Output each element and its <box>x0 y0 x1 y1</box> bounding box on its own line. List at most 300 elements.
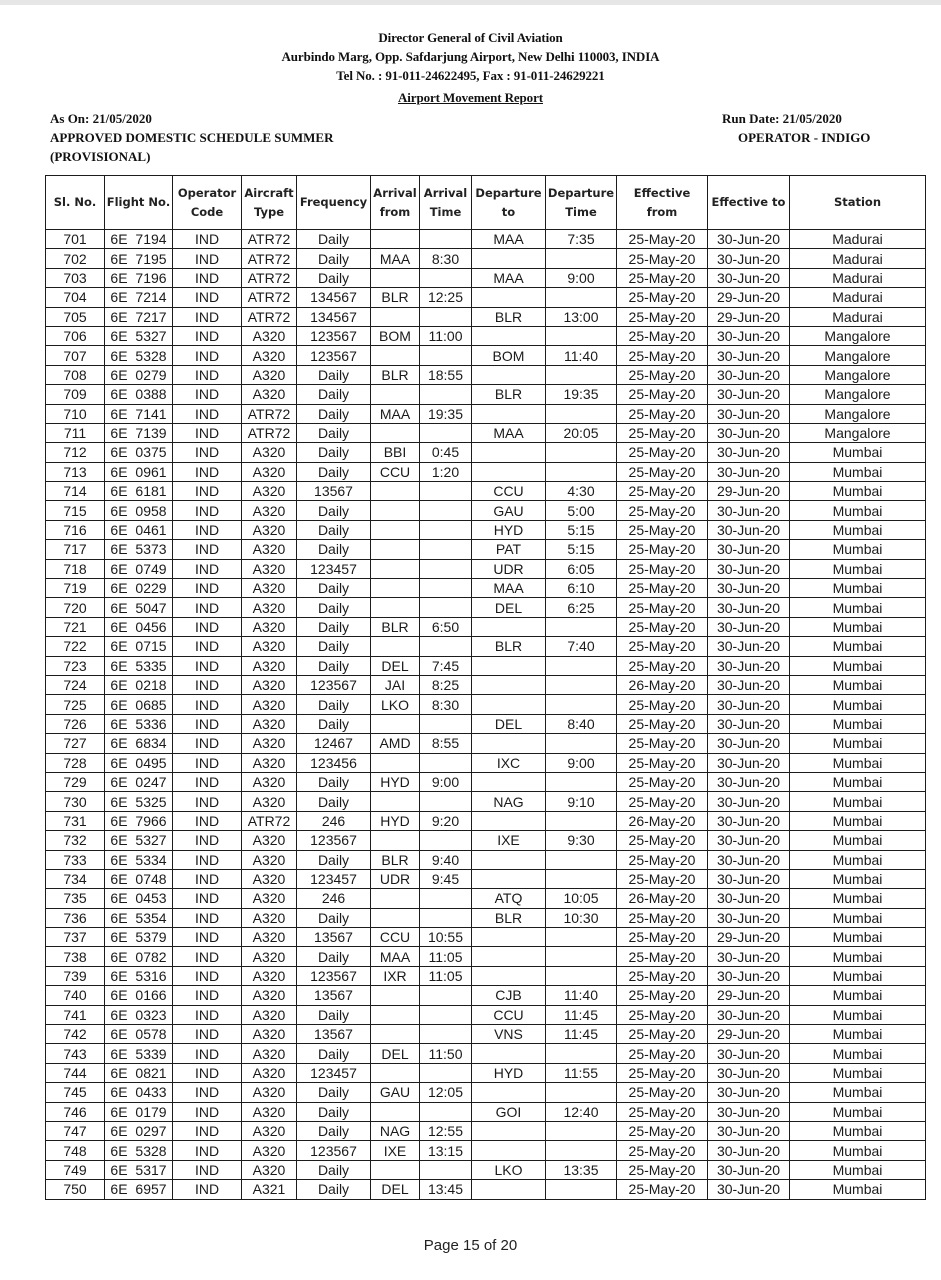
cell-frequency: Daily <box>297 443 371 462</box>
cell-operator-code: IND <box>173 443 242 462</box>
cell-frequency: Daily <box>297 1005 371 1024</box>
cell-arrival-from <box>371 1063 420 1082</box>
table-row <box>46 1025 926 1044</box>
cell-flight-no: 6E 0715 <box>105 637 173 656</box>
cell-station: Mumbai <box>790 637 926 656</box>
cell-sl-no: 738 <box>46 947 105 966</box>
cell-station: Mumbai <box>790 792 926 811</box>
cell-sl-no: 712 <box>46 443 105 462</box>
cell-departure-time: 6:25 <box>546 598 617 617</box>
cell-flight-no: 6E 0578 <box>105 1025 173 1044</box>
cell-aircraft-type: A320 <box>242 1102 297 1121</box>
cell-operator-code: IND <box>173 637 242 656</box>
cell-departure-time: 8:40 <box>546 714 617 733</box>
cell-aircraft-type: A320 <box>242 637 297 656</box>
column-header-arrival-from: Arrival from <box>371 176 420 230</box>
table-row <box>46 714 926 733</box>
cell-effective-to: 30-Jun-20 <box>708 889 790 908</box>
cell-aircraft-type: A321 <box>242 1180 297 1199</box>
cell-aircraft-type: A320 <box>242 986 297 1005</box>
cell-operator-code: IND <box>173 831 242 850</box>
cell-effective-to: 30-Jun-20 <box>708 908 790 927</box>
cell-effective-to: 30-Jun-20 <box>708 947 790 966</box>
cell-flight-no: 6E 5327 <box>105 831 173 850</box>
cell-sl-no: 721 <box>46 617 105 636</box>
table-row <box>46 288 926 307</box>
cell-flight-no: 6E 5354 <box>105 908 173 927</box>
cell-flight-no: 6E 7141 <box>105 404 173 423</box>
cell-frequency: 134567 <box>297 307 371 326</box>
cell-operator-code: IND <box>173 966 242 985</box>
cell-flight-no: 6E 0179 <box>105 1102 173 1121</box>
cell-sl-no: 702 <box>46 249 105 268</box>
cell-effective-from: 25-May-20 <box>617 637 708 656</box>
org-address: Aurbindo Marg, Opp. Safdarjung Airport, New Delhi 110003, INDIA <box>281 49 660 64</box>
cell-flight-no: 6E 5336 <box>105 714 173 733</box>
cell-sl-no: 703 <box>46 268 105 287</box>
table-row <box>46 540 926 559</box>
cell-sl-no: 718 <box>46 559 105 578</box>
cell-departure-to: BLR <box>472 908 546 927</box>
cell-operator-code: IND <box>173 617 242 636</box>
cell-effective-from: 26-May-20 <box>617 811 708 830</box>
cell-departure-time: 9:30 <box>546 831 617 850</box>
cell-arrival-from <box>371 831 420 850</box>
cell-effective-from: 25-May-20 <box>617 1005 708 1024</box>
cell-operator-code: IND <box>173 501 242 520</box>
cell-station: Madurai <box>790 307 926 326</box>
cell-departure-time: 5:15 <box>546 540 617 559</box>
cell-departure-to: HYD <box>472 1063 546 1082</box>
cell-flight-no: 6E 7194 <box>105 230 173 249</box>
cell-departure-to <box>472 695 546 714</box>
cell-arrival-time <box>420 1005 472 1024</box>
cell-departure-time <box>546 656 617 675</box>
table-row <box>46 230 926 249</box>
cell-arrival-time: 13:15 <box>420 1141 472 1160</box>
cell-departure-to: DEL <box>472 714 546 733</box>
table-row <box>46 617 926 636</box>
cell-effective-to: 30-Jun-20 <box>708 792 790 811</box>
cell-departure-to: VNS <box>472 1025 546 1044</box>
cell-sl-no: 750 <box>46 1180 105 1199</box>
cell-arrival-from: BOM <box>371 326 420 345</box>
cell-effective-to: 30-Jun-20 <box>708 365 790 384</box>
cell-frequency: Daily <box>297 1121 371 1140</box>
cell-station: Mumbai <box>790 986 926 1005</box>
cell-effective-from: 25-May-20 <box>617 579 708 598</box>
cell-operator-code: IND <box>173 928 242 947</box>
cell-effective-to: 30-Jun-20 <box>708 617 790 636</box>
cell-operator-code: IND <box>173 1102 242 1121</box>
cell-aircraft-type: A320 <box>242 540 297 559</box>
cell-arrival-from: IXR <box>371 966 420 985</box>
cell-operator-code: IND <box>173 656 242 675</box>
cell-departure-to <box>472 850 546 869</box>
cell-effective-to: 30-Jun-20 <box>708 772 790 791</box>
cell-arrival-from <box>371 520 420 539</box>
cell-flight-no: 6E 5373 <box>105 540 173 559</box>
schedule-table <box>45 175 926 1200</box>
cell-effective-from: 25-May-20 <box>617 365 708 384</box>
cell-departure-time <box>546 1083 617 1102</box>
cell-sl-no: 701 <box>46 230 105 249</box>
cell-arrival-from <box>371 908 420 927</box>
cell-effective-to: 30-Jun-20 <box>708 675 790 694</box>
table-row <box>46 1121 926 1140</box>
cell-departure-to: BLR <box>472 385 546 404</box>
cell-frequency: Daily <box>297 695 371 714</box>
cell-effective-to: 30-Jun-20 <box>708 404 790 423</box>
cell-departure-to: LKO <box>472 1160 546 1179</box>
cell-operator-code: IND <box>173 268 242 287</box>
cell-frequency: 13567 <box>297 928 371 947</box>
cell-station: Mumbai <box>790 520 926 539</box>
cell-departure-time <box>546 695 617 714</box>
cell-station: Mumbai <box>790 772 926 791</box>
cell-sl-no: 742 <box>46 1025 105 1044</box>
cell-sl-no: 720 <box>46 598 105 617</box>
cell-arrival-time: 9:20 <box>420 811 472 830</box>
table-row <box>46 307 926 326</box>
cell-frequency: Daily <box>297 230 371 249</box>
column-header-sl-no: Sl. No. <box>46 176 105 230</box>
cell-effective-to: 30-Jun-20 <box>708 637 790 656</box>
table-row <box>46 1102 926 1121</box>
cell-arrival-time: 6:50 <box>420 617 472 636</box>
cell-arrival-from: DEL <box>371 1180 420 1199</box>
cell-arrival-time <box>420 268 472 287</box>
cell-departure-time: 9:00 <box>546 268 617 287</box>
cell-departure-to <box>472 617 546 636</box>
column-header-operator-code: Operator Code <box>173 176 242 230</box>
cell-sl-no: 706 <box>46 326 105 345</box>
cell-departure-time <box>546 734 617 753</box>
cell-departure-time: 13:00 <box>546 307 617 326</box>
cell-station: Mangalore <box>790 365 926 384</box>
cell-arrival-from <box>371 540 420 559</box>
cell-sl-no: 725 <box>46 695 105 714</box>
cell-operator-code: IND <box>173 288 242 307</box>
cell-flight-no: 6E 6957 <box>105 1180 173 1199</box>
cell-frequency: Daily <box>297 598 371 617</box>
table-row <box>46 753 926 772</box>
cell-departure-to: BOM <box>472 346 546 365</box>
cell-arrival-time <box>420 520 472 539</box>
cell-sl-no: 710 <box>46 404 105 423</box>
cell-operator-code: IND <box>173 230 242 249</box>
cell-station: Mumbai <box>790 831 926 850</box>
cell-departure-to: MAA <box>472 268 546 287</box>
cell-frequency: 123567 <box>297 326 371 345</box>
cell-arrival-from <box>371 637 420 656</box>
cell-arrival-from <box>371 268 420 287</box>
cell-arrival-from: BBI <box>371 443 420 462</box>
cell-station: Mangalore <box>790 423 926 442</box>
cell-operator-code: IND <box>173 908 242 927</box>
cell-aircraft-type: A320 <box>242 772 297 791</box>
cell-aircraft-type: A320 <box>242 656 297 675</box>
cell-departure-time: 5:15 <box>546 520 617 539</box>
cell-sl-no: 729 <box>46 772 105 791</box>
cell-flight-no: 6E 5317 <box>105 1160 173 1179</box>
cell-frequency: Daily <box>297 462 371 481</box>
cell-departure-to <box>472 734 546 753</box>
cell-sl-no: 746 <box>46 1102 105 1121</box>
cell-operator-code: IND <box>173 1044 242 1063</box>
table-row <box>46 579 926 598</box>
cell-effective-to: 30-Jun-20 <box>708 656 790 675</box>
cell-departure-time: 11:55 <box>546 1063 617 1082</box>
cell-sl-no: 739 <box>46 966 105 985</box>
cell-frequency: Daily <box>297 501 371 520</box>
cell-station: Mumbai <box>790 617 926 636</box>
cell-arrival-time <box>420 482 472 501</box>
cell-departure-to: BLR <box>472 307 546 326</box>
cell-aircraft-type: A320 <box>242 443 297 462</box>
cell-sl-no: 714 <box>46 482 105 501</box>
cell-effective-from: 25-May-20 <box>617 1063 708 1082</box>
cell-sl-no: 735 <box>46 889 105 908</box>
cell-flight-no: 6E 5328 <box>105 1141 173 1160</box>
cell-departure-time <box>546 1121 617 1140</box>
cell-aircraft-type: A320 <box>242 966 297 985</box>
cell-effective-to: 30-Jun-20 <box>708 695 790 714</box>
cell-operator-code: IND <box>173 520 242 539</box>
cell-effective-to: 30-Jun-20 <box>708 326 790 345</box>
cell-aircraft-type: A320 <box>242 385 297 404</box>
cell-aircraft-type: A320 <box>242 947 297 966</box>
cell-aircraft-type: A320 <box>242 598 297 617</box>
cell-arrival-time: 11:05 <box>420 947 472 966</box>
cell-frequency: 13567 <box>297 986 371 1005</box>
cell-aircraft-type: A320 <box>242 753 297 772</box>
cell-arrival-time: 8:30 <box>420 695 472 714</box>
cell-flight-no: 6E 0961 <box>105 462 173 481</box>
cell-effective-from: 25-May-20 <box>617 908 708 927</box>
cell-operator-code: IND <box>173 1180 242 1199</box>
cell-effective-to: 30-Jun-20 <box>708 346 790 365</box>
cell-station: Mumbai <box>790 928 926 947</box>
cell-sl-no: 722 <box>46 637 105 656</box>
cell-arrival-time <box>420 598 472 617</box>
cell-effective-from: 25-May-20 <box>617 695 708 714</box>
cell-arrival-from <box>371 1005 420 1024</box>
table-row <box>46 365 926 384</box>
cell-flight-no: 6E 0375 <box>105 443 173 462</box>
cell-aircraft-type: A320 <box>242 365 297 384</box>
cell-arrival-time: 8:25 <box>420 675 472 694</box>
cell-station: Mumbai <box>790 734 926 753</box>
cell-departure-time: 11:45 <box>546 1005 617 1024</box>
cell-departure-time <box>546 365 617 384</box>
cell-aircraft-type: A320 <box>242 714 297 733</box>
cell-aircraft-type: A320 <box>242 869 297 888</box>
cell-sl-no: 740 <box>46 986 105 1005</box>
cell-operator-code: IND <box>173 423 242 442</box>
cell-effective-to: 30-Jun-20 <box>708 268 790 287</box>
cell-flight-no: 6E 5339 <box>105 1044 173 1063</box>
cell-flight-no: 6E 7214 <box>105 288 173 307</box>
cell-operator-code: IND <box>173 947 242 966</box>
cell-arrival-from <box>371 1160 420 1179</box>
cell-frequency: 123567 <box>297 831 371 850</box>
cell-arrival-from <box>371 889 420 908</box>
cell-station: Mumbai <box>790 1180 926 1199</box>
cell-effective-from: 25-May-20 <box>617 714 708 733</box>
cell-effective-from: 25-May-20 <box>617 423 708 442</box>
cell-sl-no: 748 <box>46 1141 105 1160</box>
table-row <box>46 908 926 927</box>
cell-departure-time <box>546 1044 617 1063</box>
cell-arrival-time: 12:55 <box>420 1121 472 1140</box>
cell-aircraft-type: A320 <box>242 326 297 345</box>
cell-operator-code: IND <box>173 346 242 365</box>
cell-arrival-time <box>420 714 472 733</box>
cell-operator-code: IND <box>173 1005 242 1024</box>
cell-arrival-time: 13:45 <box>420 1180 472 1199</box>
cell-station: Mangalore <box>790 385 926 404</box>
cell-operator-code: IND <box>173 598 242 617</box>
cell-operator-code: IND <box>173 579 242 598</box>
cell-effective-to: 30-Jun-20 <box>708 598 790 617</box>
cell-aircraft-type: ATR72 <box>242 268 297 287</box>
cell-arrival-time <box>420 501 472 520</box>
cell-effective-to: 30-Jun-20 <box>708 714 790 733</box>
cell-departure-time <box>546 811 617 830</box>
cell-station: Mumbai <box>790 1121 926 1140</box>
cell-sl-no: 732 <box>46 831 105 850</box>
cell-station: Mumbai <box>790 1160 926 1179</box>
operator-label: OPERATOR - INDIGO <box>738 130 871 145</box>
cell-sl-no: 727 <box>46 734 105 753</box>
cell-arrival-from: NAG <box>371 1121 420 1140</box>
cell-arrival-time: 8:55 <box>420 734 472 753</box>
cell-departure-to <box>472 249 546 268</box>
cell-arrival-time <box>420 753 472 772</box>
cell-effective-from: 25-May-20 <box>617 559 708 578</box>
cell-operator-code: IND <box>173 365 242 384</box>
cell-arrival-from: DEL <box>371 656 420 675</box>
cell-departure-to <box>472 326 546 345</box>
cell-arrival-time <box>420 792 472 811</box>
cell-sl-no: 708 <box>46 365 105 384</box>
cell-station: Madurai <box>790 230 926 249</box>
cell-effective-to: 30-Jun-20 <box>708 1102 790 1121</box>
cell-aircraft-type: A320 <box>242 501 297 520</box>
cell-effective-to: 30-Jun-20 <box>708 443 790 462</box>
cell-station: Madurai <box>790 249 926 268</box>
cell-station: Mumbai <box>790 908 926 927</box>
cell-frequency: 134567 <box>297 288 371 307</box>
cell-arrival-time <box>420 1160 472 1179</box>
table-row <box>46 520 926 539</box>
cell-operator-code: IND <box>173 404 242 423</box>
cell-frequency: 123457 <box>297 559 371 578</box>
cell-effective-to: 29-Jun-20 <box>708 1025 790 1044</box>
cell-departure-to: CJB <box>472 986 546 1005</box>
cell-departure-time: 7:35 <box>546 230 617 249</box>
cell-departure-time: 19:35 <box>546 385 617 404</box>
cell-effective-from: 25-May-20 <box>617 268 708 287</box>
cell-arrival-from: AMD <box>371 734 420 753</box>
cell-flight-no: 6E 7217 <box>105 307 173 326</box>
cell-departure-to: ATQ <box>472 889 546 908</box>
cell-sl-no: 733 <box>46 850 105 869</box>
cell-effective-from: 25-May-20 <box>617 772 708 791</box>
cell-arrival-from: HYD <box>371 772 420 791</box>
cell-departure-to <box>472 772 546 791</box>
cell-aircraft-type: A320 <box>242 1005 297 1024</box>
cell-aircraft-type: A320 <box>242 831 297 850</box>
table-row <box>46 1160 926 1179</box>
cell-departure-to: GOI <box>472 1102 546 1121</box>
column-header-departure-time: Departure Time <box>546 176 617 230</box>
cell-departure-time <box>546 1180 617 1199</box>
cell-arrival-time <box>420 1102 472 1121</box>
cell-station: Mumbai <box>790 947 926 966</box>
cell-operator-code: IND <box>173 249 242 268</box>
cell-departure-time: 5:00 <box>546 501 617 520</box>
table-row <box>46 850 926 869</box>
cell-arrival-time: 9:45 <box>420 869 472 888</box>
column-header-departure-to: Departure to <box>472 176 546 230</box>
cell-departure-time <box>546 617 617 636</box>
cell-frequency: 246 <box>297 811 371 830</box>
cell-arrival-time <box>420 307 472 326</box>
cell-station: Mumbai <box>790 1044 926 1063</box>
cell-flight-no: 6E 0495 <box>105 753 173 772</box>
cell-effective-to: 30-Jun-20 <box>708 501 790 520</box>
table-row <box>46 869 926 888</box>
cell-flight-no: 6E 0229 <box>105 579 173 598</box>
cell-arrival-time: 9:00 <box>420 772 472 791</box>
cell-frequency: Daily <box>297 1044 371 1063</box>
schedule-title: APPROVED DOMESTIC SCHEDULE SUMMER <box>50 130 334 145</box>
cell-frequency: Daily <box>297 947 371 966</box>
cell-departure-time <box>546 288 617 307</box>
cell-sl-no: 705 <box>46 307 105 326</box>
cell-frequency: Daily <box>297 249 371 268</box>
cell-sl-no: 726 <box>46 714 105 733</box>
table-row <box>46 947 926 966</box>
provisional-label: (PROVISIONAL) <box>50 149 151 164</box>
cell-effective-to: 30-Jun-20 <box>708 520 790 539</box>
table-row <box>46 346 926 365</box>
column-header-flight-no: Flight No. <box>105 176 173 230</box>
cell-aircraft-type: A320 <box>242 928 297 947</box>
cell-sl-no: 736 <box>46 908 105 927</box>
cell-arrival-from <box>371 385 420 404</box>
cell-effective-to: 30-Jun-20 <box>708 1180 790 1199</box>
cell-flight-no: 6E 0749 <box>105 559 173 578</box>
cell-frequency: Daily <box>297 268 371 287</box>
cell-effective-from: 25-May-20 <box>617 1083 708 1102</box>
cell-flight-no: 6E 0461 <box>105 520 173 539</box>
cell-station: Mangalore <box>790 404 926 423</box>
cell-effective-from: 25-May-20 <box>617 656 708 675</box>
cell-departure-time: 6:10 <box>546 579 617 598</box>
cell-operator-code: IND <box>173 307 242 326</box>
cell-effective-from: 25-May-20 <box>617 753 708 772</box>
cell-sl-no: 723 <box>46 656 105 675</box>
as-on-date: As On: 21/05/2020 <box>50 111 152 126</box>
cell-aircraft-type: ATR72 <box>242 249 297 268</box>
cell-effective-from: 25-May-20 <box>617 1141 708 1160</box>
cell-sl-no: 715 <box>46 501 105 520</box>
table-row <box>46 1141 926 1160</box>
cell-effective-to: 30-Jun-20 <box>708 1083 790 1102</box>
